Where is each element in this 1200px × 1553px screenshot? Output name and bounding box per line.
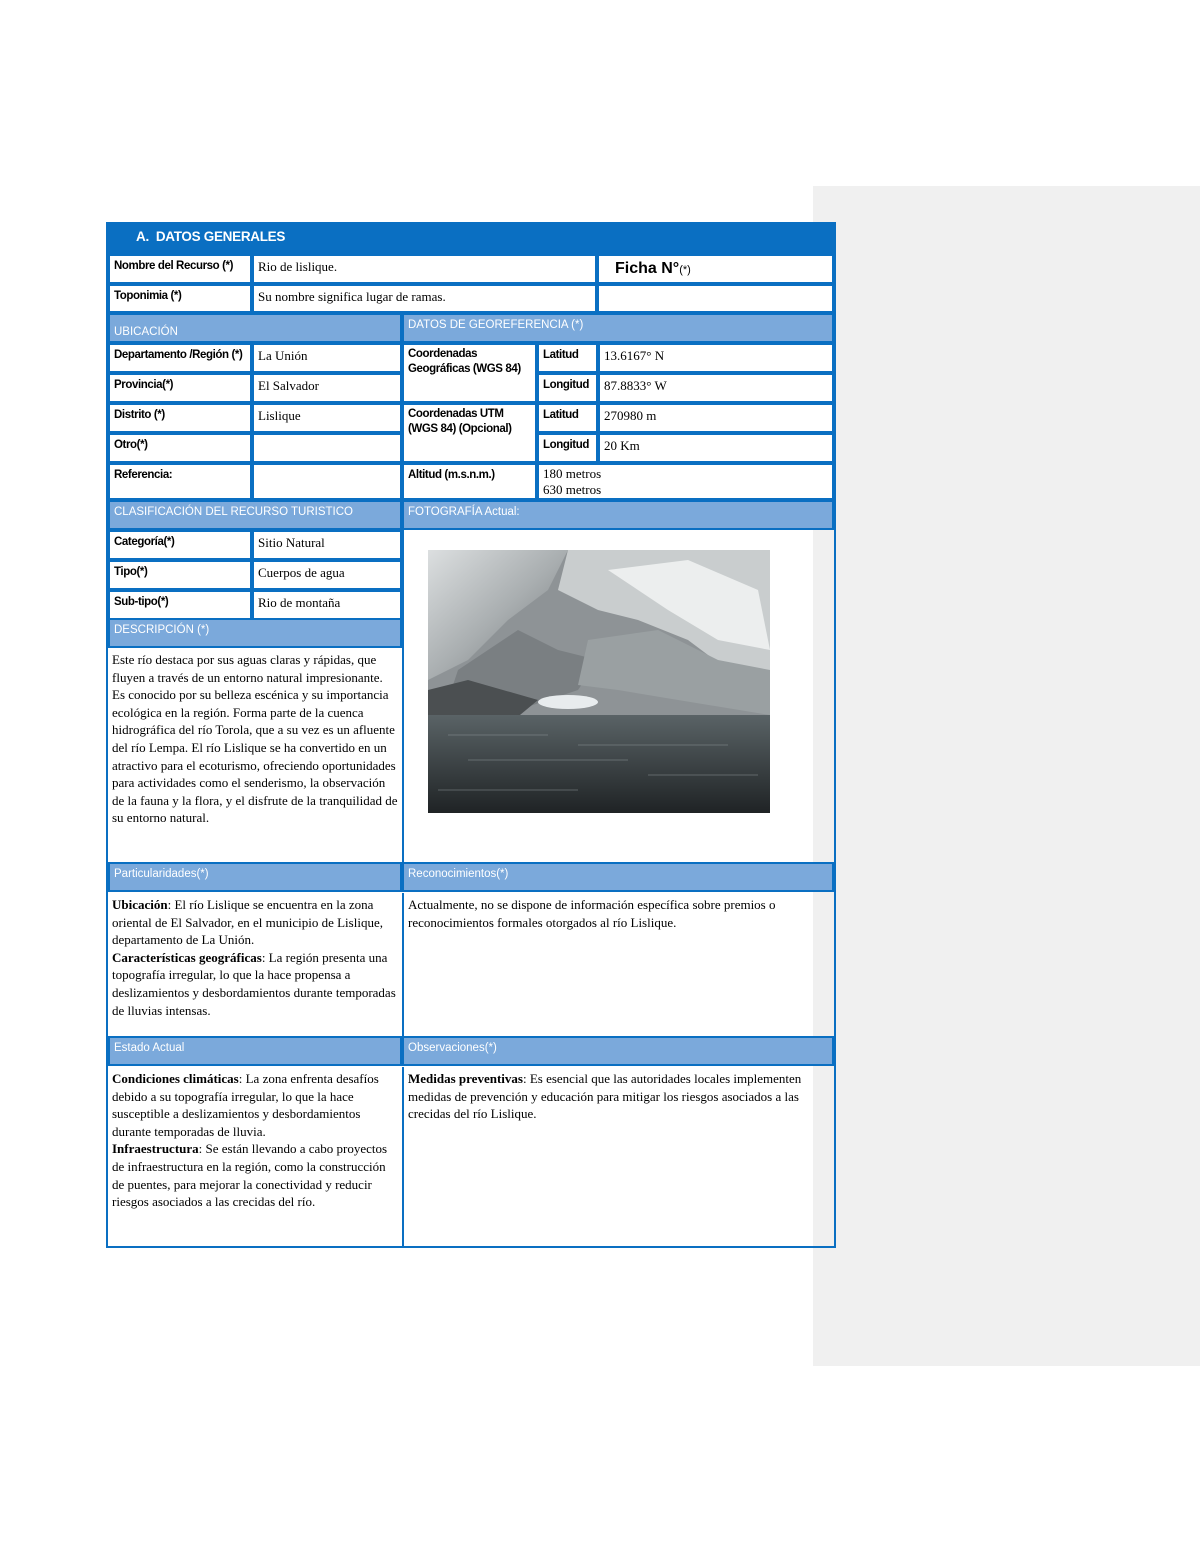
coordenadas-utm-label: Coordenadas UTM (WGS 84) (Opcional) bbox=[402, 403, 537, 463]
distrito-label: Distrito (*) bbox=[108, 403, 252, 433]
categoria-label: Categoría(*) bbox=[108, 530, 252, 560]
fotografia-band: FOTOGRAFÍA Actual: bbox=[402, 500, 834, 530]
geo-latitud-label: Latitud bbox=[537, 343, 598, 373]
section-title: DATOS GENERALES bbox=[155, 229, 286, 244]
tipo-value: Cuerpos de agua bbox=[252, 560, 402, 590]
departamento-label: Departamento /Región (*) bbox=[108, 343, 252, 373]
infraestructura-bold: Infraestructura bbox=[112, 1141, 199, 1157]
ubicacion-bold: Ubicación bbox=[112, 897, 168, 912]
particularidades-text bbox=[108, 893, 402, 1036]
categoria-value: Sitio Natural bbox=[252, 530, 402, 560]
altitud-value-1: 180 metros bbox=[543, 466, 602, 481]
toponimia-value: Su nombre significa lugar de ramas. bbox=[252, 284, 597, 313]
descripcion-band: DESCRIPCIÓN (*) bbox=[108, 618, 402, 648]
nombre-value: Rio de lislique. bbox=[252, 254, 597, 284]
observaciones-text bbox=[402, 1067, 834, 1246]
reconocimientos-band: Reconocimientos(*) bbox=[402, 862, 834, 892]
geo-longitud-value: 87.8833° W bbox=[598, 373, 834, 403]
descripcion-text: Este río destaca por sus aguas claras y rápidas, que fluyen a través de un entorno natural impresionante. Es conocido por su belleza escénica y su importancia ecológica en la región. Forma parte de la cuenca hidrográfica del río Torola, que a su vez es un afluente del río Lempa. El río Lislique se ha convertido en un atractivo para el ecoturismo, ofreciendo oportunidades para actividades como el senderismo, la observación de la fauna y la flora, y el disfrute de la tranquilidad de su entorno natural. bbox=[112, 652, 398, 826]
departamento-value: La Unión bbox=[252, 343, 402, 373]
otro-label: Otro(*) bbox=[108, 433, 252, 463]
coordenadas-geograficas-label: Coordenadas Geográficas (WGS 84) bbox=[402, 343, 537, 403]
ficha-label: Ficha N° bbox=[615, 260, 680, 277]
altitud-label: Altitud (m.s.n.m.) bbox=[402, 463, 537, 500]
clasificacion-band: CLASIFICACIÓN DEL RECURSO TURISTICO bbox=[108, 500, 402, 530]
ficha-cell bbox=[597, 254, 834, 284]
ubicacion-text: : El río Lislique se encuentra en la zona oriental de El Salvador, en el municipio de Lislique, departamento de La Unión. bbox=[112, 897, 383, 948]
geo-latitud-value: 13.6167° N bbox=[598, 343, 834, 373]
subtipo-label: Sub-tipo(*) bbox=[108, 590, 252, 620]
geo-longitud-label: Longitud bbox=[537, 373, 598, 403]
ubicacion-band: UBICACIÓN bbox=[108, 313, 402, 343]
altitud-value-2: 630 metros bbox=[543, 482, 602, 497]
distrito-value: Lislique bbox=[252, 403, 402, 433]
infraestructura-text: : Se están llevando a cabo proyectos de infraestructura en la región, como la construcción de puentes, para mejorar la conectividad y reducir riesgos asociados a las crecidas del río. bbox=[112, 1141, 388, 1210]
estado-band: Estado Actual bbox=[108, 1036, 402, 1066]
observaciones-band: Observaciones(*) bbox=[402, 1036, 834, 1066]
toponimia-label: Toponimia (*) bbox=[108, 284, 252, 313]
utm-longitud-value: 20 Km bbox=[598, 433, 834, 463]
referencia-label: Referencia: bbox=[108, 463, 252, 500]
section-letter: A. bbox=[136, 229, 149, 244]
provincia-label: Provincia(*) bbox=[108, 373, 252, 403]
tipo-label: Tipo(*) bbox=[108, 560, 252, 590]
river-photo bbox=[428, 550, 770, 813]
photo-cell bbox=[402, 530, 834, 864]
medidas-text: : Es esencial que las autoridades locales implementen medidas de prevención y educación para mitigar los riesgos asociados a las crecidas del río Lislique. bbox=[408, 1071, 802, 1122]
caracteristicas-text: : La región presenta una topografía irregular, lo que la hace propensa a deslizamientos y desbordamientos durante temporadas de lluvias intensas. bbox=[112, 949, 396, 1018]
comment-sidebar bbox=[813, 186, 1200, 1366]
condiciones-text: : La zona enfrenta desafíos debido a su topografía irregular, lo que la hace susceptible a deslizamientos y desbordamientos durante temporadas de lluvia. bbox=[112, 1071, 379, 1139]
medidas-bold: Medidas preventivas bbox=[408, 1071, 523, 1086]
referencia-value bbox=[252, 463, 402, 500]
altitud-value bbox=[537, 463, 834, 500]
estado-text bbox=[108, 1067, 402, 1246]
condiciones-bold: Condiciones climáticas bbox=[112, 1071, 239, 1086]
caracteristicas-bold: Características geográficas bbox=[112, 949, 262, 965]
otro-value bbox=[252, 433, 402, 463]
particularidades-band: Particularidades(*) bbox=[108, 862, 402, 892]
utm-longitud-label: Longitud bbox=[537, 433, 598, 463]
provincia-value: El Salvador bbox=[252, 373, 402, 403]
reconocimientos-text: Actualmente, no se dispone de información específica sobre premios o reconocimientos formales otorgados al río Lislique. bbox=[402, 893, 834, 1036]
ficha-number-value bbox=[597, 284, 834, 313]
utm-latitud-label: Latitud bbox=[537, 403, 598, 433]
ficha-marker: (*) bbox=[679, 264, 691, 276]
subtipo-value: Rio de montaña bbox=[252, 590, 402, 620]
utm-latitud-value: 270980 m bbox=[598, 403, 834, 433]
nombre-label: Nombre del Recurso (*) bbox=[108, 254, 252, 284]
georef-band: DATOS DE GEOREFERENCIA (*) bbox=[402, 313, 834, 343]
